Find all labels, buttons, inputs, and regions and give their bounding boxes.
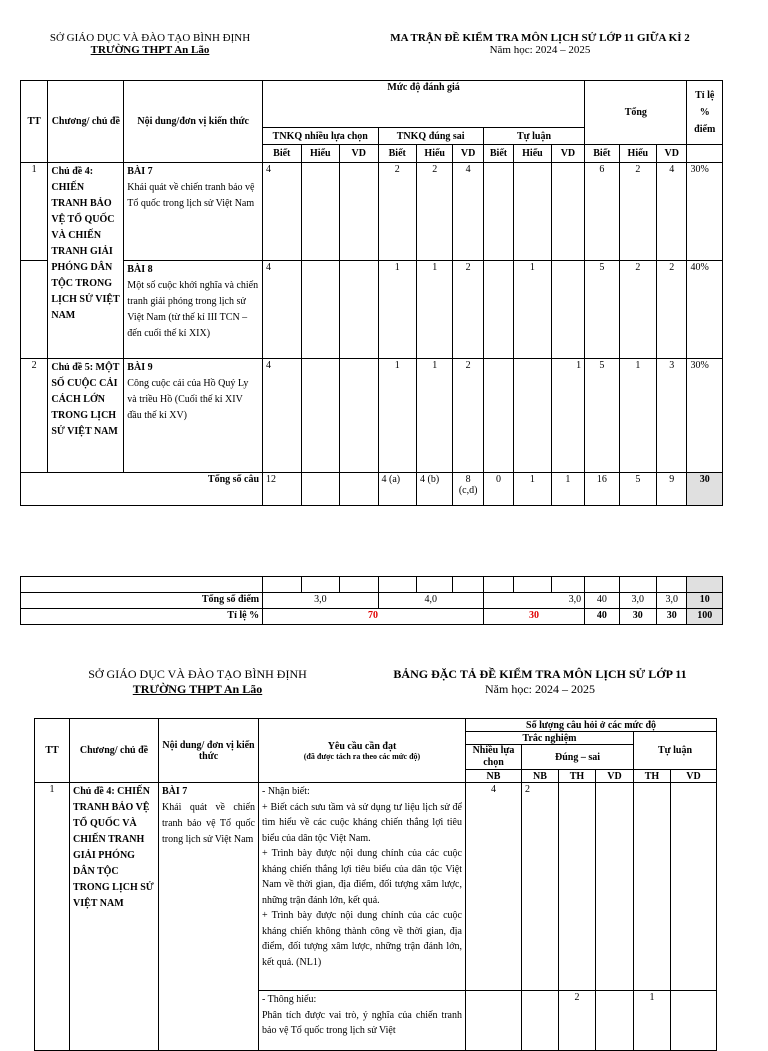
cell: 30% xyxy=(687,163,723,261)
h-req: Yêu cầu cần đạt xyxy=(327,740,397,752)
sub-header: VD xyxy=(453,145,483,163)
cell: 1 xyxy=(416,359,452,473)
cell: 4 xyxy=(453,163,483,261)
row-tt xyxy=(21,261,48,359)
h-essay: Tự luận xyxy=(483,128,584,145)
cell: 5 xyxy=(585,261,619,359)
cell xyxy=(301,359,339,473)
cell: 30 xyxy=(657,609,687,625)
cell: 2 xyxy=(453,261,483,359)
cell xyxy=(522,991,559,1051)
cell xyxy=(634,783,671,991)
table-row xyxy=(21,163,723,261)
h-content: Nội dung/ đơn vị kiến thức xyxy=(159,719,259,783)
sub-header: Hiểu xyxy=(514,145,551,163)
cell xyxy=(514,359,551,473)
cell xyxy=(551,163,585,261)
cell xyxy=(514,163,551,261)
h-tt: TT xyxy=(21,81,48,163)
cell: 2 xyxy=(416,163,452,261)
cell: 2 xyxy=(453,359,483,473)
requirement-text: - Nhận biết: + Biết cách sưu tầm và sử dụng tư liệu lịch sử để tìm hiểu về các cuộc kháng chiến thắng lợi tiêu biểu của dân tộc Việt Nam. + Trình bày được nội dung chính của các cuộc kháng chiến thắng lợi tiêu biểu của dân tộc Việt Nam về thời gian, địa điểm, đối tượng xâm lược, những trận đánh lớn, kết quả. + Trình bày được nội dung chính của các cuộc kháng chiến không thành công về thời gian, địa điểm, đối tượng xâm lược, những trận đánh lớn, kết quả. (NL1) xyxy=(259,783,466,991)
totals-table xyxy=(20,576,723,625)
cell: 16 xyxy=(585,473,619,506)
matrix-table xyxy=(20,80,723,506)
topic-cell: Chủ đề 4: CHIẾN TRANH BẢO VỆ TỔ QUỐC VÀ CHIẾN TRANH GIẢI PHÓNG DÂN TỘC TRONG LỊCH SỬ VIỆT NAM xyxy=(48,163,124,359)
sub-header: VD xyxy=(671,770,717,783)
cell xyxy=(340,473,378,506)
cell: 6 xyxy=(585,163,619,261)
cell: 70 xyxy=(263,609,484,625)
sub-header: Biết xyxy=(263,145,301,163)
cell: 1 xyxy=(514,473,551,506)
cell xyxy=(340,359,378,473)
cell: 12 xyxy=(263,473,301,506)
sub-header: Hiểu xyxy=(301,145,339,163)
cell xyxy=(596,783,634,991)
sub-header: VD xyxy=(551,145,585,163)
cell: 4 xyxy=(263,261,301,359)
table-row xyxy=(21,359,723,473)
lesson-desc: Một số cuộc khởi nghĩa và chiến tranh giải phóng trong lịch sử Việt Nam (từ thế kỉ III TCN – đến cuối thế kỉ XIX) xyxy=(127,280,259,339)
cell: 8 (c,d) xyxy=(453,473,483,506)
cell xyxy=(301,473,339,506)
school-name: TRƯỜNG THPT An Lão xyxy=(90,44,210,56)
cell: 4 (b) xyxy=(416,473,452,506)
school-year: Năm học: 2024 – 2025 xyxy=(485,682,595,696)
cell: 40 xyxy=(585,609,619,625)
h-multi: Nhiều lựa chọn xyxy=(466,745,522,770)
cell: 30 xyxy=(687,473,723,506)
cell xyxy=(340,163,378,261)
h-percent: Tỉ lệ % điểm xyxy=(687,81,723,145)
cell: 9 xyxy=(657,473,687,506)
cell: 10 xyxy=(687,593,723,609)
cell xyxy=(301,163,339,261)
lesson-desc: Khái quát về chiến tranh bảo vệ Tổ quốc trong lịch sử Việt Nam xyxy=(162,802,255,845)
cell: 3,0 xyxy=(483,593,584,609)
dept-name: SỞ GIÁO DỤC VÀ ĐÀO TẠO BÌNH ĐỊNH xyxy=(49,32,251,44)
topic-cell: Chủ đề 4: CHIẾN TRANH BẢO VỆ TỔ QUỐC VÀ CHIẾN TRANH GIẢI PHÓNG DÂN TỘC TRONG LỊCH SỬ VIỆT NAM xyxy=(70,783,159,1051)
cell: 4 xyxy=(263,163,301,261)
cell: 3,0 xyxy=(619,593,656,609)
cell xyxy=(671,991,717,1051)
cell: 1 xyxy=(378,261,416,359)
cell xyxy=(483,261,513,359)
cell: 2 xyxy=(522,783,559,991)
ratio-row xyxy=(21,609,723,625)
cell xyxy=(596,991,634,1051)
cell: 2 xyxy=(619,163,656,261)
cell xyxy=(559,783,596,991)
cell: 4 xyxy=(657,163,687,261)
h-total: Tổng xyxy=(585,81,687,145)
h-level: Mức độ đánh giá xyxy=(263,81,585,128)
cell xyxy=(483,163,513,261)
cell: 4 xyxy=(466,783,522,991)
sub-header: TH xyxy=(559,770,596,783)
cell: 3,0 xyxy=(263,593,378,609)
spec-table xyxy=(34,718,717,1051)
h-chapter: Chương/ chủ đề xyxy=(70,719,159,783)
cell xyxy=(340,261,378,359)
row-tt: 1 xyxy=(35,783,70,1051)
cell: 1 xyxy=(634,991,671,1051)
cell: 40% xyxy=(687,261,723,359)
sum-label: Tổng số câu xyxy=(21,473,263,506)
cell: 30 xyxy=(483,609,584,625)
cell: 1 xyxy=(551,473,585,506)
h-content: Nội dung/đơn vị kiến thức xyxy=(124,81,263,163)
cell xyxy=(483,359,513,473)
sub-header: Biết xyxy=(378,145,416,163)
cell: 2 xyxy=(559,991,596,1051)
cell: 3 xyxy=(657,359,687,473)
cell xyxy=(301,261,339,359)
sub-header: VD xyxy=(340,145,378,163)
points-row xyxy=(21,593,723,609)
topic-cell: Chủ đề 5: MỘT SỐ CUỘC CẢI CÁCH LỚN TRONG LỊCH SỬ VIỆT NAM xyxy=(48,359,124,473)
lesson-title: BÀI 8 xyxy=(127,264,153,275)
cell: 4 (a) xyxy=(378,473,416,506)
lesson-title: BÀI 7 xyxy=(127,166,153,177)
sub-header: Biết xyxy=(585,145,619,163)
dept-name: SỞ GIÁO DỤC VÀ ĐÀO TẠO BÌNH ĐỊNH xyxy=(88,667,307,681)
row-tt: 2 xyxy=(21,359,48,473)
requirement-text: - Thông hiểu: Phân tích được vai trò, ý nghĩa của chiến tranh bảo vệ Tổ quốc trong lịch sử Việt xyxy=(259,991,466,1051)
cell: 100 xyxy=(687,609,723,625)
cell: 1 xyxy=(551,359,585,473)
h-tf: Đúng – sai xyxy=(522,745,634,770)
school-name: TRƯỜNG THPT An Lão xyxy=(132,682,263,696)
sub-header: VD xyxy=(657,145,687,163)
school-year: Năm học: 2024 – 2025 xyxy=(489,44,591,56)
h-tf: TNKQ đúng sai xyxy=(378,128,483,145)
cell xyxy=(466,991,522,1051)
cell: 3,0 xyxy=(657,593,687,609)
sub-header: Hiểu xyxy=(619,145,656,163)
sub-header: NB xyxy=(522,770,559,783)
cell: 30 xyxy=(619,609,656,625)
cell: 1 xyxy=(416,261,452,359)
cell: 4,0 xyxy=(378,593,483,609)
lesson-desc: Công cuộc cải của Hồ Quý Ly và triều Hồ (Cuối thế kỉ XIV đầu thế kỉ XV) xyxy=(127,378,249,421)
table-row xyxy=(35,783,717,991)
cell: 2 xyxy=(619,261,656,359)
h-mc: TNKQ nhiều lựa chọn xyxy=(263,128,378,145)
cell xyxy=(551,261,585,359)
points-label: Tổng số điểm xyxy=(21,593,263,609)
h-req-note: (đã được tách ra theo các mức độ) xyxy=(303,751,421,761)
row-tt: 1 xyxy=(21,163,48,261)
h-essay: Tự luận xyxy=(634,732,717,770)
cell: 30% xyxy=(687,359,723,473)
cell: 5 xyxy=(585,359,619,473)
sum-row xyxy=(21,473,723,506)
cell: 40 xyxy=(585,593,619,609)
sub-header: VD xyxy=(596,770,634,783)
sub-header: Hiểu xyxy=(416,145,452,163)
sub-header: Biết xyxy=(483,145,513,163)
cell xyxy=(671,783,717,991)
spec-title: BẢNG ĐẶC TẢ ĐỀ KIỂM TRA MÔN LỊCH SỬ LỚP 11 xyxy=(393,667,687,681)
lesson-title: BÀI 9 xyxy=(127,362,153,373)
matrix-title: MA TRẬN ĐỀ KIỂM TRA MÔN LỊCH SỬ LỚP 11 GIỮA KÌ 2 xyxy=(390,32,690,44)
cell: 0 xyxy=(483,473,513,506)
h-mcq: Trắc nghiệm xyxy=(466,732,634,745)
cell: 4 xyxy=(263,359,301,473)
cell: 5 xyxy=(619,473,656,506)
cell: 2 xyxy=(378,163,416,261)
cell: 2 xyxy=(657,261,687,359)
lesson-desc: Khái quát về chiến tranh bảo vệ Tổ quốc trong lịch sử Việt Nam xyxy=(127,182,255,209)
h-tt: TT xyxy=(35,719,70,783)
lesson-title: BÀI 7 xyxy=(162,786,188,797)
h-chapter: Chương/ chủ đề xyxy=(48,81,124,163)
ratio-label: Tỉ lệ % xyxy=(21,609,263,625)
cell: 1 xyxy=(378,359,416,473)
cell: 1 xyxy=(514,261,551,359)
h-count: Số lượng câu hỏi ở các mức độ xyxy=(466,719,717,732)
sub-header: NB xyxy=(466,770,522,783)
cell: 1 xyxy=(619,359,656,473)
table-row xyxy=(21,261,723,359)
sub-header: TH xyxy=(634,770,671,783)
